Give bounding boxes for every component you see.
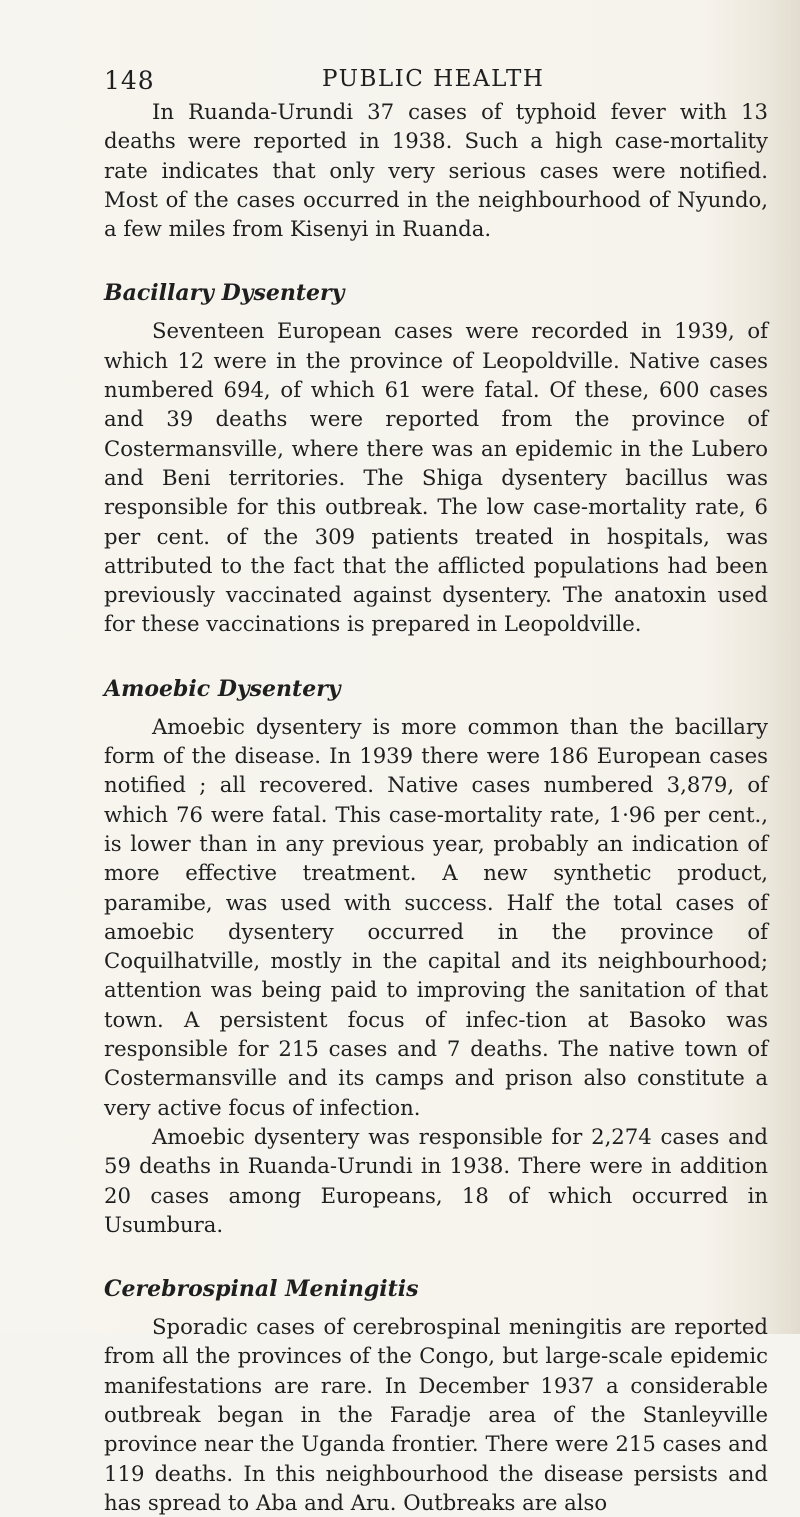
- paragraph: Amoebic dysentery was responsible for 2,274 cases and 59 deaths in Ruanda-Urundi in 1938. There were in addition 20 cases among Europeans, 18 of which occurred in Usumbura.: [104, 1123, 768, 1237]
- page-number: 148: [104, 66, 155, 95]
- running-title: PUBLIC HEALTH: [322, 66, 545, 92]
- section-typhoid: [104, 97, 768, 243]
- section-heading: Bacillary Dysentery: [104, 280, 345, 307]
- section-bacillary-dysentery: [104, 279, 768, 638]
- section-cerebrospinal-meningitis: [104, 1275, 768, 1517]
- paragraph: Seventeen European cases were recorded in 1939, of which 12 were in the province of Leopoldville. Native cases numbered 694, of which 61 were fatal. Of these, 600 cases and 39 deaths were reported from the province of Costermansville, where there was an epidemic in the Lubero and Beni territories. The Shiga dysentery bacillus was responsible for this outbreak. The low case-mortality rate, 6 per cent. of the 309 patients treated in hospitals, was attributed to the fact that the afflicted populations had been previously vaccinated against dysentery. The anatoxin used for these vaccinations is prepared in Leopoldville.: [104, 318, 768, 637]
- section-heading: Cerebrospinal Meningitis: [104, 1276, 419, 1303]
- body-text: [104, 97, 768, 1517]
- paragraph: In Ruanda-Urundi 37 cases of typhoid fever with 13 deaths were reported in 1938. Such a high case-mortality rate indicates that only very serious cases were notified. Most of the cases occurred in the neighbourhood of Nyundo, a few miles from Kisenyi in Ruanda.: [104, 99, 768, 242]
- section-amoebic-dysentery: [104, 675, 768, 1239]
- section-heading: Amoebic Dysentery: [104, 675, 341, 702]
- paragraph: Sporadic cases of cerebrospinal meningitis are reported from all the provinces of the Congo, but large-scale epidemic manifestations are rare. In December 1937 a considerable outbreak began in the Faradje area of the Stanleyville province near the Uganda frontier. There were 215 cases and 119 deaths. In this neighbourhood the disease persists and has spread to Aba and Aru. Outbreaks are also: [104, 1314, 768, 1515]
- running-head: [0, 46, 800, 96]
- paragraph: Amoebic dysentery is more common than the bacillary form of the disease. In 1939 there were 186 European cases notified ; all recovered. Native cases numbered 3,879, of which 76 were fatal. This case-mortality rate, 1·96 per cent., is lower than in any previous year, probably an indication of more effective treatment. A new synthetic product, paramibe, was used with success. Half the total cases of amoebic dysentery occurred in the province of Coquilhatville, mostly in the capital and its neighbourhood; attention was being paid to improving the sanitation of that town. A persistent focus of infec-tion at Basoko was responsible for 215 cases and 7 deaths. The native town of Costermansville and its camps and prison also constitute a very active focus of infection.: [104, 713, 768, 1120]
